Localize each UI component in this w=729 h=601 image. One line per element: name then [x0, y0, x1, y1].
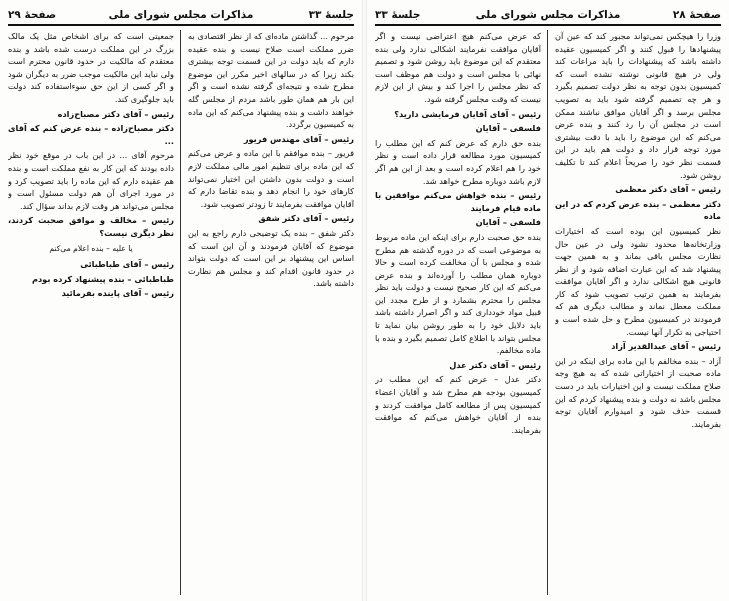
- left-page: [0, 0, 362, 601]
- speaker-line: رئیس – آقای دکتر مصباح‌زاده: [57, 108, 174, 119]
- speaker-line: دکتر مصباح‌زاده – بنده عرض کنم که آقای ...: [8, 123, 174, 146]
- column-divider: [547, 30, 548, 595]
- page-header: [375, 6, 721, 26]
- speaker-line: رئیس – آقای عبدالقدیر آزاد: [611, 341, 721, 352]
- paragraph: نظر کمیسیون این بوده است که اختیارات وزارتخانه‌ها محدود نشود ولی در عین حال نظارت مجلس باقی بماند و به همین جهت پیشنهاد شد که این عبارت اضافه شود و از نظر قانونی هیچ اشکالی ندارد و اگر آقایان موافقت بفرمایند به همین ترتیب تصویب شود که کار مملکت معطل نماند و مطالب دیگری هم که فرمودند در کمیسیون مطرح و حل شده است و احتیاجی به تکرار آنها نیست.: [555, 225, 721, 337]
- speaker-line: رئیس – مخالف و موافق صحبت کردند، نظر دیگری نیست؟: [8, 215, 174, 238]
- paragraph: آزاد – بنده مخالفم با این ماده برای اینکه در این ماده صحبت از اختیاراتی شده که به هیچ وجه صلاح مملکت نیست و این اختیارات باید در دست مجلس باشد نه دولت و بنده پیشنهاد کردم که این قسمت حذف شود و امیدوارم آقایان توجه بفرمایند.: [555, 355, 721, 429]
- speaker-line: طباطبائی – بنده پیشنهاد کرده بودم: [31, 273, 174, 284]
- speaker-line: رئیس – آقای دکتر شفق: [258, 213, 354, 224]
- speaker-line: رئیس – آقای دکتر عدل: [449, 359, 541, 370]
- paragraph: دکتر عدل – عرض کنم که این مطلب در کمیسیون بودجه هم مطرح شد و آقایان اعضاء کمیسیون پس از مطالعه کامل موافقت کردند و بنده از آقایان خواهش می‌کنم که موافقت بفرمایند.: [375, 374, 541, 435]
- text-column-left: [8, 30, 174, 595]
- page-title: مذاکرات مجلس شورای ملی: [108, 9, 254, 21]
- right-page: [367, 0, 729, 601]
- speaker-line: دکتر معظمی – بنده عرض کردم که در این ماده: [555, 198, 721, 222]
- speaker-line: رئیس – بنده خواهش می‌کنم موافقین با ماده قیام فرمایند: [375, 190, 541, 213]
- paragraph: وزرا را هیچکس نمی‌تواند مجبور کند که عین آن پیشنهادها را قبول کنند و اگر کمیسیون عقیده داشته باشد که پیشنهادات را باید مراعات کند ولی در هیچ قانونی نوشته نشده است که کمیسیون بدون توجه به نظر دولت تصمیم بگیرد و هر چه تصمیم گرفته شود باید به تصویب مجلس برسد و اگر آقایان موافق نباشند ممکن است در مجلس آن را رد کنند و بنده عرض می‌کنم که این موضوع را باید با دقت بیشتری مورد توجه قرار داد و دولت هم باید در این قسمت نظر خود را صریحاً اعلام کند تا تکلیف روشن شود.: [555, 31, 721, 180]
- page-number: صفحهٔ ۲۹: [8, 9, 57, 21]
- page-title: مذاکرات مجلس شورای ملی: [475, 9, 621, 21]
- page-number: صفحهٔ ۲۸: [672, 9, 721, 21]
- text-columns: [375, 30, 721, 595]
- speaker-line: رئیس – آقای آقایان فرمایشی دارید؟: [394, 108, 541, 119]
- paragraph: بنده حق صحبت دارم برای اینکه این ماده مربوط به موضوعی است که در دوره گذشته هم مطرح شده و مجلس با آن مخالفت کرده است و حالا دوباره همان مطلب را آورده‌اند و بنده عرض می‌کنم که این کار صحیح نیست و دولت باید نظر مجلس را محترم بشمارد و از طرح مجدد این قبیل مواد خودداری کند و اگر اصرار داشته باشد باید دلایل خود را به طور روشن بیان نماید تا مجلس بتواند با اطلاع کامل تصمیم بگیرد و بنده با ماده مخالفم.: [375, 231, 541, 356]
- note-line: یا علیه – بنده اعلام می‌کنم: [49, 243, 133, 253]
- text-column-right: [188, 30, 354, 595]
- speaker-line: رئیس – آقای دکتر معظمی: [615, 184, 721, 195]
- text-column-right: [555, 30, 721, 595]
- paragraph: مرحوم ... گذاشتن ماده‌ای که از نظر اقتصادی به ضرر مملکت است صلاح نیست و بنده عقیده دارم که باید دولت در این قسمت توجه بیشتری بکند زیرا که در سالهای اخیر مکرر این موضوع مطرح شده و نتیجه‌ای گرفته نشده است و اگر این بار هم همان طور باشد مردم از مجلس گله خواهند داشت و بنده پیشنهاد می‌کنم که این ماده به کمیسیون برگردد.: [188, 31, 354, 130]
- paragraph: مرحوم آقای ... در این باب در موقع خود نظر داده بودند که این کار به نفع مملکت است و بنده هم عقیده دارم که این ماده را باید تصویب کرد و در مورد اجرای آن هم دولت مسئول است و مجلس می‌تواند هر وقت لازم بداند سؤال کند.: [8, 150, 174, 211]
- text-columns: [8, 30, 354, 595]
- speaker-line: رئیس – آقای پاینده بفرمائید: [61, 288, 174, 299]
- speaker-line: فلسفی – آقایان: [475, 217, 541, 228]
- speaker-line: رئیس – آقای مهندس فریور: [243, 133, 354, 144]
- page-header: [8, 6, 354, 26]
- session-label: جلسهٔ ۳۳: [375, 9, 421, 21]
- text-column-left: [375, 30, 541, 595]
- session-label: جلسهٔ ۳۳: [308, 9, 354, 21]
- paragraph: بنده حق دارم که عرض کنم که این مطلب را کمیسیون مورد مطالعه قرار داده است و نظر خود را هم اعلام کرده است و بعد از این هم اگر لازم باشد دوباره مطرح خواهد شد.: [375, 137, 541, 186]
- paragraph: جمعیتی است که برای اشخاص مثل یک مالک بزرگ در این مملکت درست شده باشد و بنده معتقدم که مالکیت در حدود قانون محترم است ولی نباید این مالکیت موجب ضرر به دیگران شود و اگر کسی از این حق سوءاستفاده کند دولت باید جلوگیری کند.: [8, 31, 174, 104]
- paragraph: فریور – بنده موافقم با این ماده و عرض می‌کنم که این ماده برای تنظیم امور مالی مملکت لازم است و دولت بدون داشتن این اختیار نمی‌تواند کارهای خود را انجام دهد و بنده تقاضا دارم که آقایان موافقت بفرمایند تا زودتر تصویب شود.: [188, 148, 354, 209]
- column-divider: [180, 30, 181, 595]
- speaker-line: رئیس – آقای طباطبائی: [80, 259, 174, 270]
- speaker-line: فلسفی – آقایان: [475, 123, 541, 134]
- paragraph: دکتر شفق – بنده یک توضیحی دارم راجع به این موضوع که آقایان فرمودند و آن این است که اساس این پیشنهاد بر این است که دولت بتواند در حدود قانون اقدام کند و مجلس هم نظارت داشته باشد.: [188, 227, 354, 289]
- paragraph: که عرض می‌کنم هیچ اعتراضی نیست و اگر آقایان موافقت نفرمایند اشکالی ندارد ولی بنده معتقدم که این موضوع باید روشن شود و تصمیم نهائی با مجلس است و دولت هم موظف است که نظر مجلس را اجرا کند و بیش از این لازم نیست که وقت مجلس گرفته شود.: [375, 31, 541, 104]
